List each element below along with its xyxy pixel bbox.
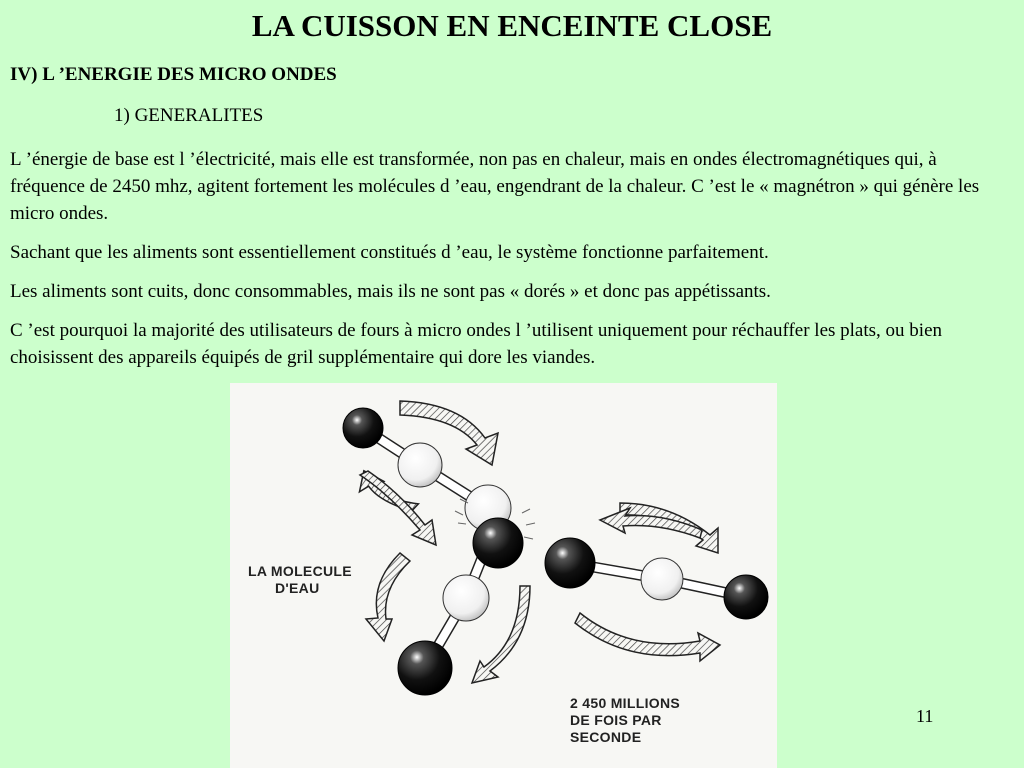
paragraph: C ’est pourquoi la majorité des utilisateurs de fours à micro ondes l ’utilisent uniquement pour réchauffer les plats, ou bien choisissent des appareils équipés de gril supplémentaire qui dore les viandes. [10,320,943,368]
frequency-label-line: SECONDE [570,729,642,745]
frequency-label-line: 2 450 MILLIONS [570,695,681,711]
hydrogen-atom [724,575,768,619]
oxygen-atom [641,558,683,600]
section-heading: IV) L ’ENERGIE DES MICRO ONDES [10,64,337,85]
slide-title: LA CUISSON EN ENCEINTE CLOSE [251,8,773,43]
frequency-label-line: DE FOIS PAR [570,712,662,728]
frequency-label [570,695,680,746]
body-text [10,146,1015,383]
rotation-arrows [356,401,720,683]
subsection-heading: 1) GENERALITES [114,105,264,126]
hydrogen-atom [545,538,595,588]
hydrogen-atom [343,408,383,448]
paragraph: L ’énergie de base est l ’électricité, mais elle est transformée, non pas en chaleur, mais en ondes électromagnétiques qui, à fréquence de 2450 mhz, agitent fortement les molécules d ’eau, engendrant de la chaleur. C ’est le « magnétron » qui génère les micro ondes. [10,149,980,224]
paragraph: Sachant que les aliments sont essentiellement constitués d ’eau, le système fonctionne parfaitement. [10,242,769,263]
hydrogen-atom [473,518,523,568]
water-molecule-illustration [230,383,777,768]
page-number: 11 [916,706,934,726]
oxygen-atom [398,443,442,487]
oxygen-atom [443,575,489,621]
molecule-label [248,563,352,597]
molecule-label-line: D'EAU [275,580,320,596]
paragraph: Les aliments sont cuits, donc consommables, mais ils ne sont pas « dorés » et donc pas appétissants. [10,281,771,302]
molecule-label-line: LA MOLECULE [248,563,352,579]
hydrogen-atom [398,641,452,695]
